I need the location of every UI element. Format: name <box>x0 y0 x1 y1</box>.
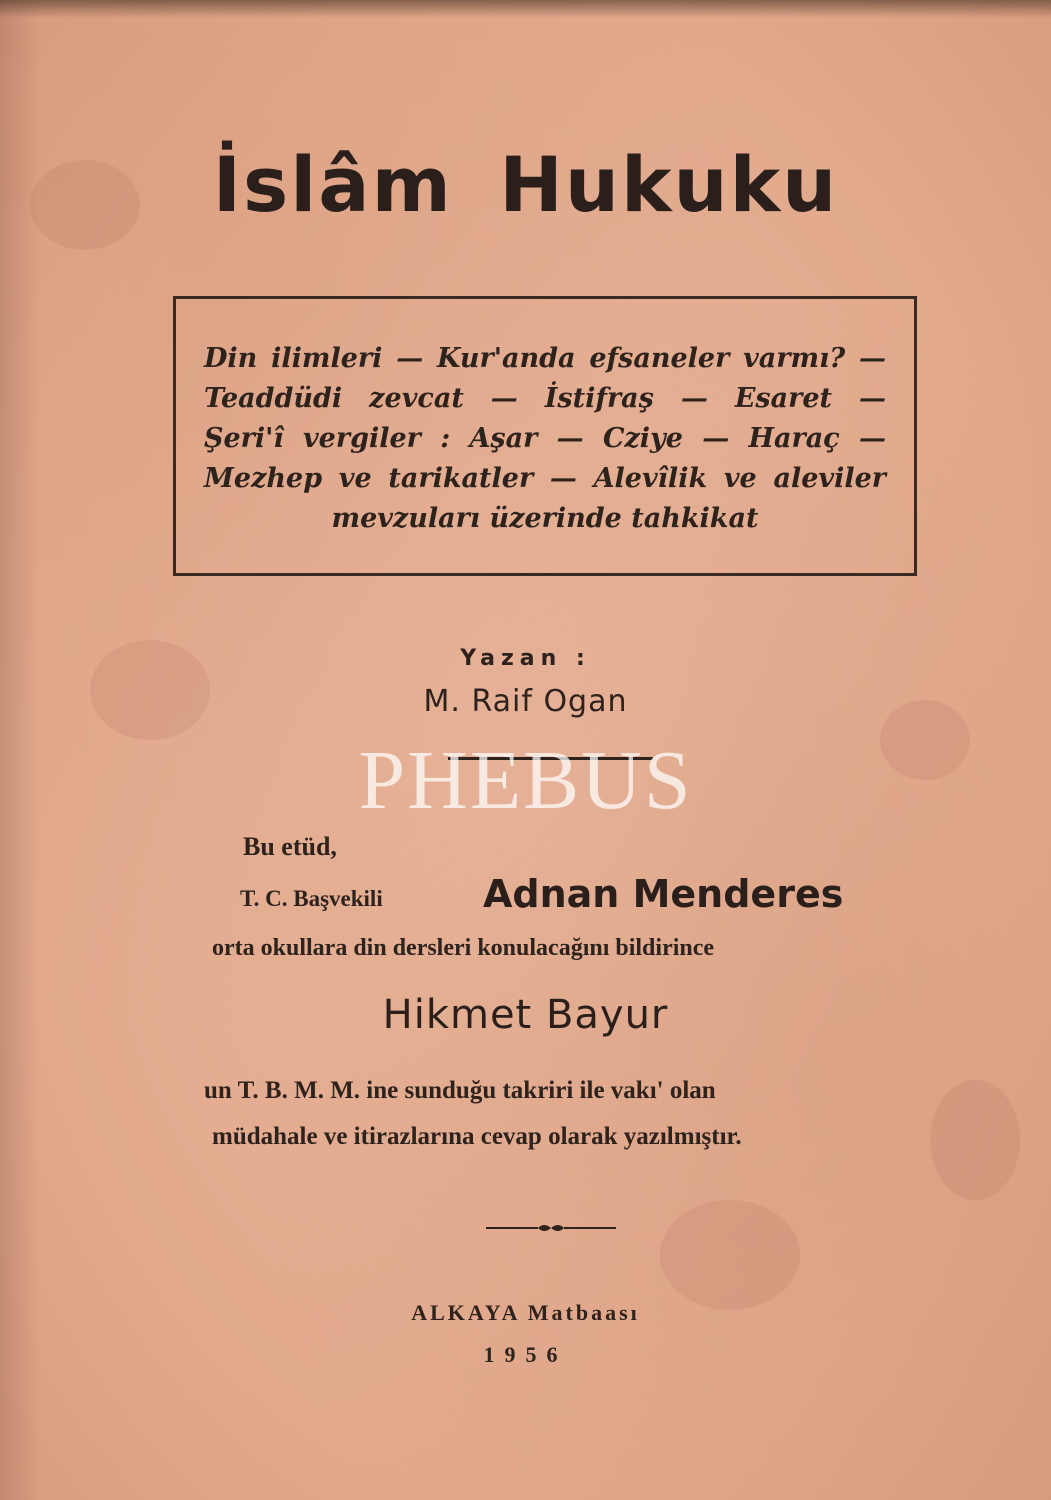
author-name: M. Raif Ogan <box>423 684 628 719</box>
book-title: İslâm Hukuku <box>212 140 839 229</box>
dedication-name-2: Hikmet Bayur <box>382 992 669 1038</box>
topics-line: mevzuları üzerinde tahkikat <box>331 503 759 534</box>
dedication-line-5: un T. B. M. M. ine sunduğu takriri ile vakı' olan <box>204 1077 716 1104</box>
dedication-name-1: Adnan Menderes <box>483 872 844 916</box>
topics-line: Mezhep ve tarikatler — Alevîlik ve aleviler <box>204 463 886 494</box>
dedication-line-1: Bu etüd, <box>243 832 337 861</box>
topics-line: Şeri'î vergiler : Aşar — Cziye — Haraç — <box>204 423 886 454</box>
topics-line: Din ilimleri — Kur'anda efsaneler varmı? — <box>204 343 886 374</box>
dedication-line-3: orta okullara din dersleri konulacağını bildirince <box>212 935 715 961</box>
dedication-line-6: müdahale ve itirazlarına cevap olarak yazılmıştır. <box>212 1123 742 1150</box>
author-label: Yazan : <box>460 646 591 671</box>
stain <box>930 1080 1020 1200</box>
stain <box>660 1200 800 1310</box>
publication-year: 1956 <box>483 1342 568 1367</box>
watermark: PHEBUS <box>358 734 693 827</box>
dedication-prefix: T. C. Başvekili <box>240 886 383 911</box>
topics-box <box>173 296 917 576</box>
ornament-divider <box>486 1218 616 1238</box>
printer-name: ALKAYA Matbaası <box>411 1300 640 1325</box>
topics-line: Teaddüdi zevcat — İstifraş — Esaret — <box>204 383 886 414</box>
